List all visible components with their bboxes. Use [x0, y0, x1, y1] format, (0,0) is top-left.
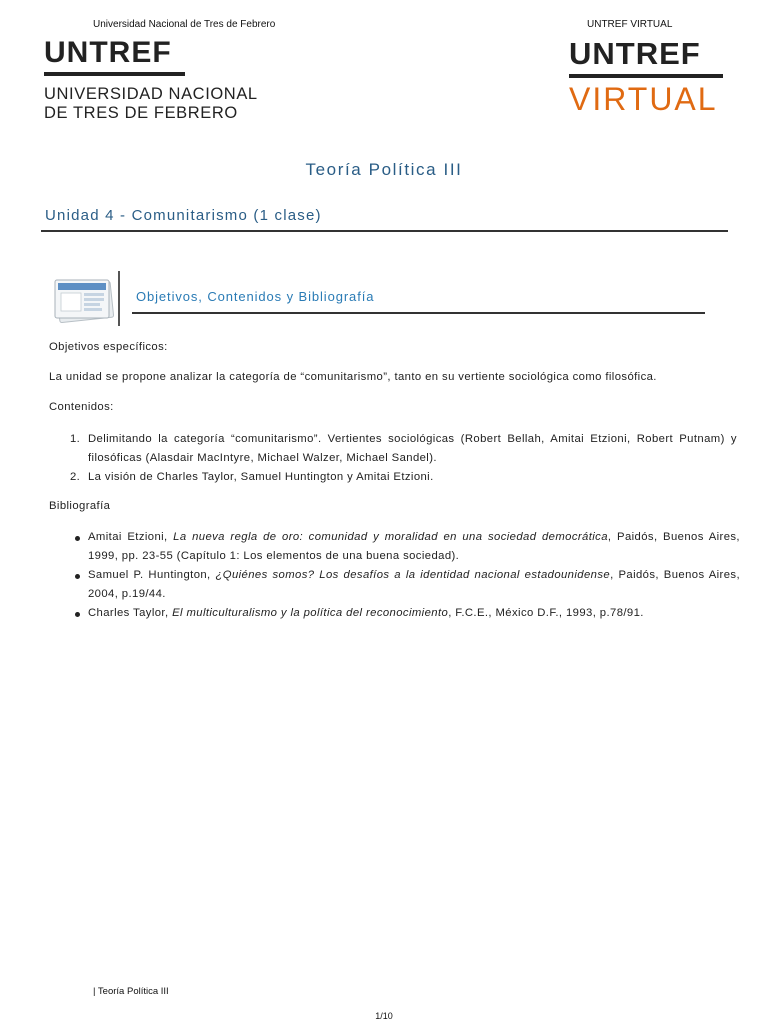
objectives-label: Objetivos específicos: [49, 341, 168, 353]
footer-course-name: | Teoría Política III [93, 986, 169, 997]
bib-details: , Paidós, Buenos Aires, 2004, p.19/44. [88, 569, 740, 600]
unit-divider [41, 230, 728, 232]
virtual-logo-main: UNTREF [569, 36, 701, 71]
bibliography-item [73, 566, 740, 604]
bib-author: Charles Taylor, [88, 607, 173, 619]
list-number: 2. [70, 471, 81, 483]
list-item-text: Delimitando la categoría “comunitarismo”. Vertientes sociológicas (Robert Bellah, Amitai Etzioni, Robert Putnam) y filosóficas (Alasdair MacIntyre, Michael Walzer, Michael Sandel). [88, 433, 737, 464]
section-icon-divider [118, 271, 120, 326]
untref-logo-line2: DE TRES DE FEBRERO [44, 104, 238, 122]
untref-logo [44, 38, 258, 123]
untref-virtual-logo [569, 38, 725, 117]
bib-title: ¿Quiénes somos? Los desafíos a la identidad nacional estadounidense [215, 569, 611, 581]
untref-logo-line1: UNIVERSIDAD NACIONAL [44, 85, 258, 103]
bibliography-item [73, 604, 740, 623]
bullet-icon [75, 574, 80, 579]
bibliography-item [73, 528, 740, 566]
objectives-text: La unidad se propone analizar la categoría de “comunitarismo”, tanto en su vertiente sociológica como filosófica. [49, 371, 657, 383]
bib-author: Amitai Etzioni, [88, 531, 174, 543]
virtual-logo-bar [569, 74, 723, 78]
list-number: 1. [70, 433, 81, 445]
section-title: Objetivos, Contenidos y Bibliografía [136, 289, 375, 304]
bib-details: , F.C.E., México D.F., 1993, p.78/91. [448, 607, 644, 619]
document-screen-icon [52, 270, 122, 326]
bibliography-label: Bibliografía [49, 500, 111, 512]
bib-title: El multiculturalismo y la política del reconocimiento [172, 607, 449, 619]
contents-label: Contenidos: [49, 401, 114, 413]
bibliography-list [73, 528, 740, 623]
section-divider [132, 312, 705, 314]
bullet-icon [75, 612, 80, 617]
bullet-icon [75, 536, 80, 541]
list-item [70, 468, 737, 487]
bib-title: La nueva regla de oro: comunidad y moralidad en una sociedad democrática [173, 531, 608, 543]
header-university-name: Universidad Nacional de Tres de Febrero [93, 19, 276, 30]
bib-author: Samuel P. Huntington, [88, 569, 216, 581]
bib-details: , Paidós, Buenos Aires, 1999, pp. 23-55 (Capítulo 1: Los elementos de una buena sociedad). [88, 531, 740, 562]
page-number: 1/10 [375, 1011, 393, 1021]
list-item-text: La visión de Charles Taylor, Samuel Huntington y Amitai Etzioni. [88, 471, 434, 483]
document-title: Teoría Política III [305, 160, 463, 179]
contents-list [70, 430, 737, 487]
list-item [70, 430, 737, 468]
unit-title: Unidad 4 - Comunitarismo (1 clase) [45, 207, 322, 224]
virtual-logo-sub: VIRTUAL [569, 81, 718, 117]
untref-logo-main: UNTREF [44, 36, 172, 69]
header-virtual-label: UNTREF VIRTUAL [587, 19, 673, 30]
untref-logo-bar [44, 72, 185, 76]
